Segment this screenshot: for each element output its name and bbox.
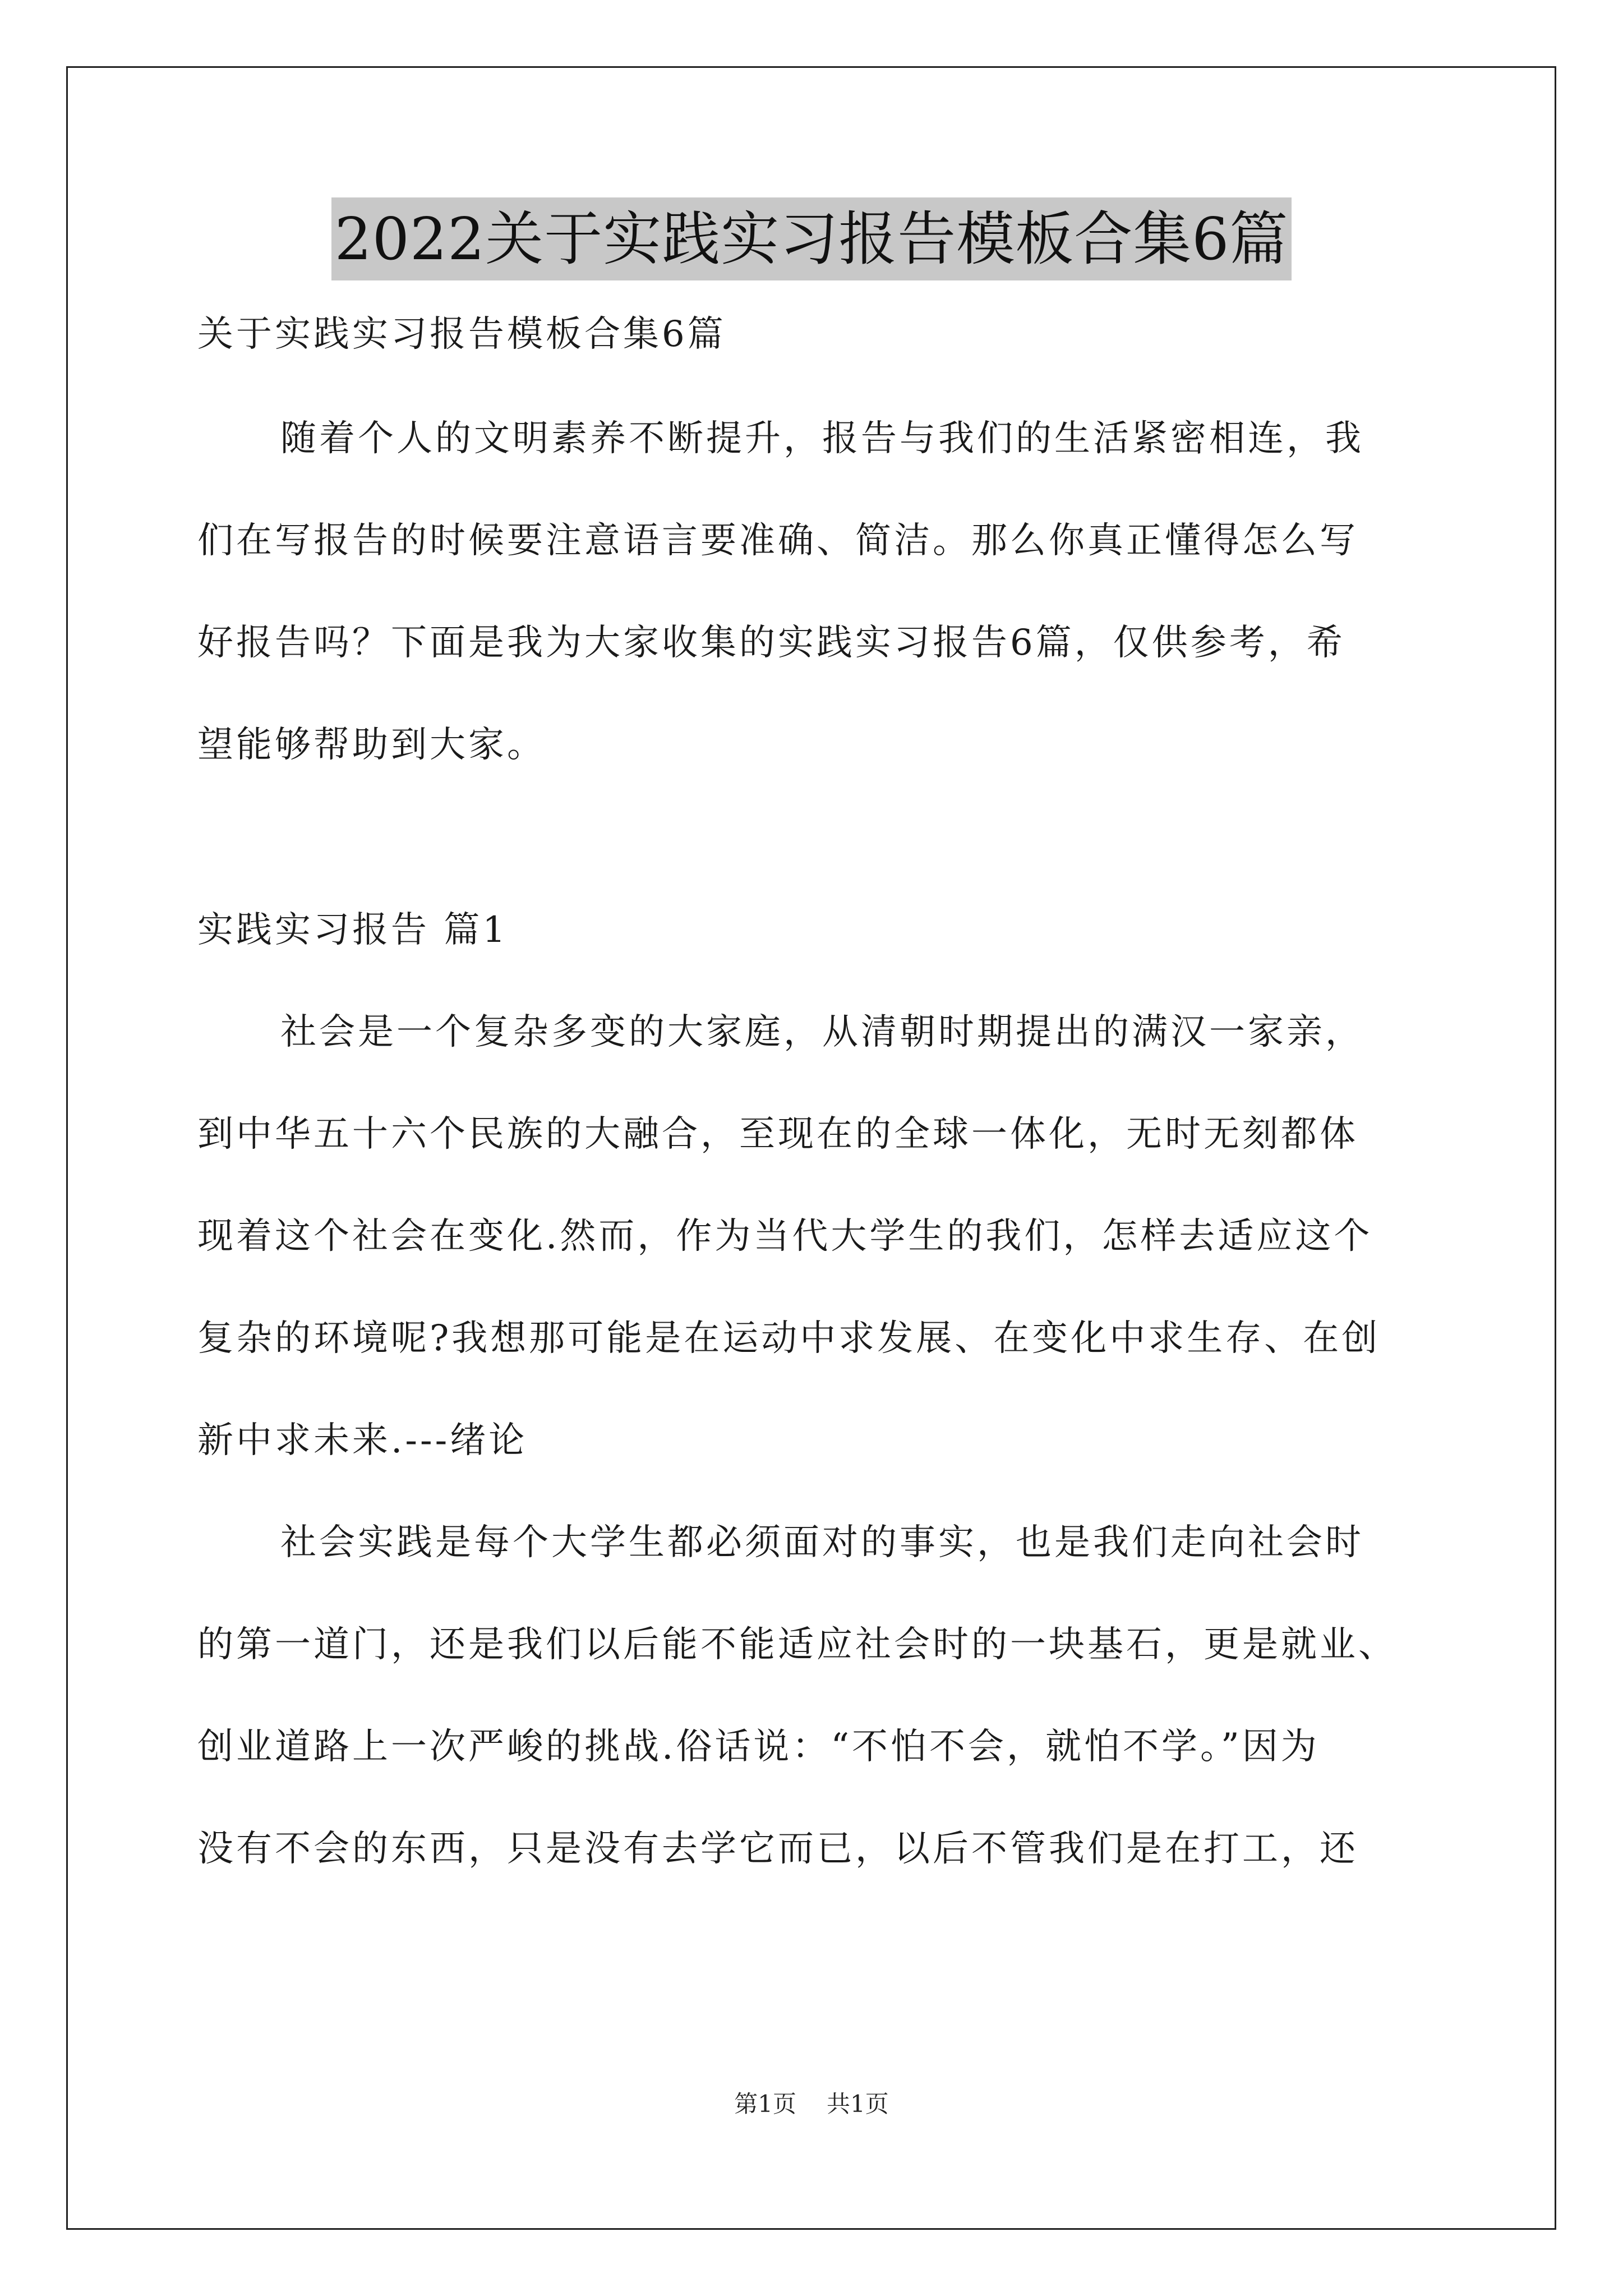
paragraph-1	[197, 1012, 1431, 1461]
document-body	[197, 314, 1431, 1869]
page-number: 第1页	[734, 2090, 796, 2118]
page-footer	[0, 2090, 1623, 2118]
paragraph-line: 创业道路上一次严峻的挑战.俗话说：“不怕不会，就怕不学。”因为	[197, 1726, 1320, 1768]
title-block	[0, 197, 1623, 280]
document-title: 2022关于实践实习报告模板合集6篇	[331, 197, 1292, 280]
paragraph-line: 到中华五十六个民族的大融合，至现在的全球一体化，无时无刻都体	[197, 1114, 1358, 1155]
paragraph-line: 社会是一个复杂多变的大家庭，从清朝时期提出的满汉一家亲，	[280, 1011, 1364, 1053]
paragraph-line: 社会实践是每个大学生都必须面对的事实，也是我们走向社会时	[280, 1522, 1364, 1563]
section-heading: 实践实习报告 篇1	[197, 909, 509, 951]
paragraph-line: 的第一道门，还是我们以后能不能适应社会时的一块基石，更是就业、	[197, 1624, 1397, 1665]
page-total: 共1页	[827, 2090, 889, 2118]
paragraph-2	[197, 1522, 1431, 1869]
intro-line: 好报告吗？下面是我为大家收集的实践实习报告6篇，仅供参考，希	[197, 622, 1345, 664]
intro-line: 随着个人的文明素养不断提升，报告与我们的生活紧密相连，我	[280, 418, 1364, 459]
document-subtitle: 关于实践实习报告模板合集6篇	[197, 314, 726, 355]
paragraph-line: 复杂的环境呢?我想那可能是在运动中求发展、在变化中求生存、在创	[197, 1318, 1381, 1359]
intro-line: 们在写报告的时候要注意语言要准确、简洁。那么你真正懂得怎么写	[197, 520, 1358, 562]
paragraph-line: 现着这个社会在变化.然而，作为当代大学生的我们，怎样去适应这个	[197, 1216, 1373, 1257]
paragraph-line: 没有不会的东西，只是没有去学它而已，以后不管我们是在打工，还	[197, 1828, 1358, 1870]
paragraph-line: 新中求未来.---绪论	[197, 1420, 528, 1461]
intro-paragraph	[197, 418, 1431, 765]
intro-line: 望能够帮助到大家。	[197, 724, 546, 766]
